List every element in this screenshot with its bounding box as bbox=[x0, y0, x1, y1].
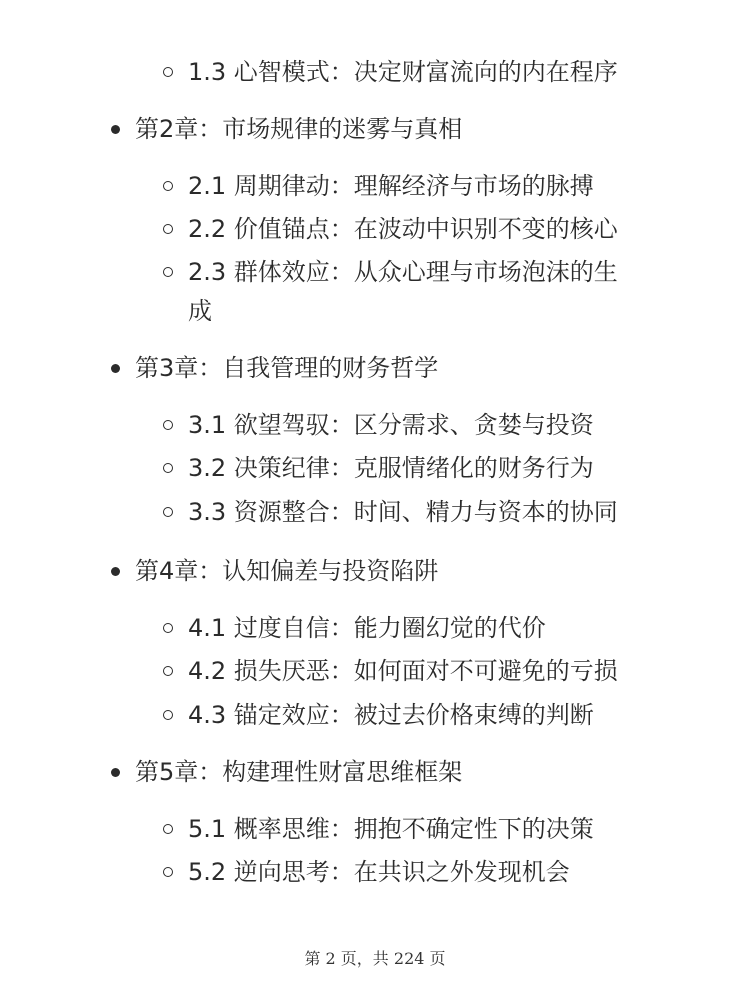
hollow-bullet-icon bbox=[163, 623, 173, 633]
page-number-footer: 第 2 页，共 224 页 bbox=[304, 949, 446, 968]
toc-section-label: 4.2 损失厌恶：如何面对不可避免的亏损 bbox=[188, 657, 618, 685]
solid-bullet-icon bbox=[111, 364, 120, 373]
toc-section-label: 1.3 心智模式：决定财富流向的内在程序 bbox=[188, 58, 618, 86]
toc-chapter-label: 第3章：自我管理的财务哲学 bbox=[135, 354, 439, 382]
toc-section-label: 2.2 价值锚点：在波动中识别不变的核心 bbox=[188, 215, 618, 243]
toc-chapter-label: 第4章：认知偏差与投资陷阱 bbox=[135, 557, 439, 585]
solid-bullet-icon bbox=[111, 125, 120, 134]
toc-section-label-continuation: 成 bbox=[188, 297, 212, 325]
toc-chapter-label: 第5章：构建理性财富思维框架 bbox=[135, 758, 463, 786]
toc-section-label: 5.1 概率思维：拥抱不确定性下的决策 bbox=[188, 815, 594, 843]
hollow-bullet-icon bbox=[163, 224, 173, 234]
hollow-bullet-icon bbox=[163, 867, 173, 877]
toc-section-label: 2.3 群体效应：从众心理与市场泡沫的生 bbox=[188, 258, 618, 286]
toc-section-label: 4.3 锚定效应：被过去价格束缚的判断 bbox=[188, 701, 594, 729]
toc-section-label: 5.2 逆向思考：在共识之外发现机会 bbox=[188, 858, 570, 886]
hollow-bullet-icon bbox=[163, 463, 173, 473]
toc-section-label: 3.1 欲望驾驭：区分需求、贪婪与投资 bbox=[188, 411, 594, 439]
hollow-bullet-icon bbox=[163, 666, 173, 676]
toc-chapter-label: 第2章：市场规律的迷雾与真相 bbox=[135, 115, 463, 143]
hollow-bullet-icon bbox=[163, 420, 173, 430]
toc-section-label: 3.3 资源整合：时间、精力与资本的协同 bbox=[188, 498, 618, 526]
hollow-bullet-icon bbox=[163, 710, 173, 720]
toc-section-label: 4.1 过度自信：能力圈幻觉的代价 bbox=[188, 614, 546, 642]
hollow-bullet-icon bbox=[163, 507, 173, 517]
hollow-bullet-icon bbox=[163, 67, 173, 77]
toc-section-label: 2.1 周期律动：理解经济与市场的脉搏 bbox=[188, 172, 594, 200]
hollow-bullet-icon bbox=[163, 824, 173, 834]
hollow-bullet-icon bbox=[163, 267, 173, 277]
hollow-bullet-icon bbox=[163, 181, 173, 191]
solid-bullet-icon bbox=[111, 768, 120, 777]
toc-section-label: 3.2 决策纪律：克服情绪化的财务行为 bbox=[188, 454, 594, 482]
solid-bullet-icon bbox=[111, 567, 120, 576]
